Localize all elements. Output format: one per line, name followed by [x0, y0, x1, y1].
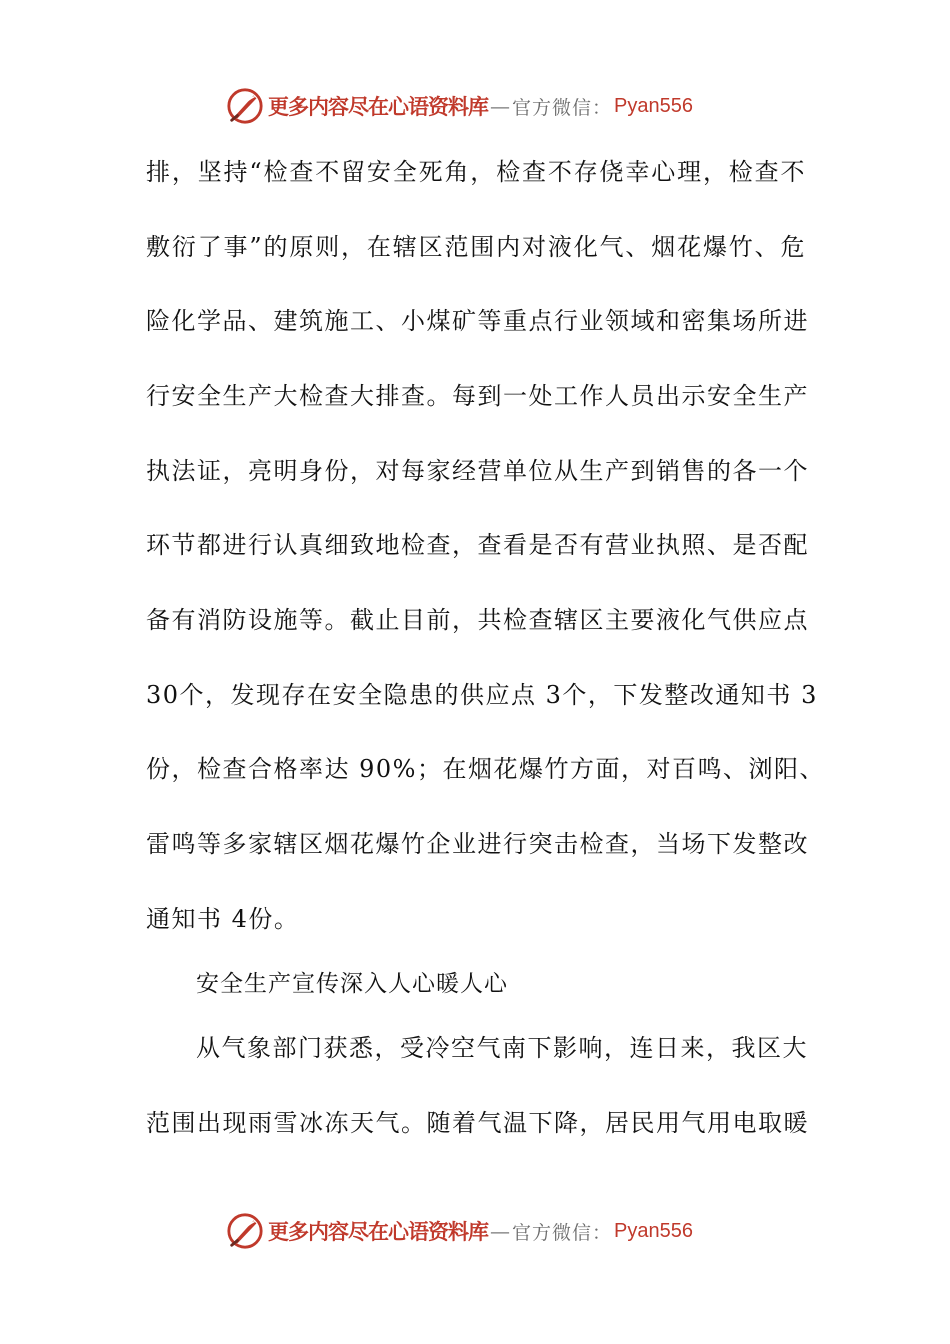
body-line: 行安全生产大检查大排查。每到一处工作人员出示安全生产 [146, 382, 809, 410]
body-line: 险化学品、建筑施工、小煤矿等重点行业领域和密集场所进 [146, 307, 809, 335]
body-line: 雷鸣等多家辖区烟花爆竹企业进行突击检查，当场下发整改 [146, 830, 809, 858]
banner-wechat-id: Pyan556 [614, 1219, 693, 1242]
banner-wechat-label: 官方微信： [512, 1221, 613, 1244]
banner-wechat-label: 官方微信： [512, 96, 613, 119]
quill-logo-icon [226, 87, 264, 125]
body-line: 通知书 4份。 [146, 905, 300, 933]
body-line: 敷衍了事”的原则，在辖区范围内对液化气、烟花爆竹、危 [146, 233, 806, 261]
banner-title: 更多内容尽在心语资料库 [268, 94, 488, 119]
banner-dash: — [490, 1219, 510, 1243]
body-line: 环节都进行认真细致地检查，查看是否有营业执照、是否配 [146, 531, 809, 559]
banner-dash: — [490, 94, 510, 118]
body-line: 从气象部门获悉，受冷空气南下影响，连日来，我区大 [196, 1034, 808, 1062]
body-line: 执法证，亮明身份，对每家经营单位从生产到销售的各一个 [146, 457, 809, 485]
banner-wechat-id: Pyan556 [614, 94, 693, 117]
body-line: 备有消防设施等。截止目前，共检查辖区主要液化气供应点 [146, 606, 809, 634]
body-line: 排，坚持“检查不留安全死角，检查不存侥幸心理，检查不 [146, 158, 806, 186]
header-banner [226, 86, 693, 126]
body-line: 范围出现雨雪冰冻天气。随着气温下降，居民用气用电取暖 [146, 1109, 809, 1137]
body-line: 30个，发现存在安全隐患的供应点 3个，下发整改通知书 3 [146, 681, 818, 709]
body-line: 份，检查合格率达 90%；在烟花爆竹方面，对百鸣、浏阳、 [146, 755, 825, 783]
banner-title: 更多内容尽在心语资料库 [268, 1219, 488, 1244]
quill-logo-icon [226, 1212, 264, 1250]
section-heading: 安全生产宣传深入人心暖人心 [196, 971, 508, 997]
footer-banner [226, 1211, 693, 1251]
